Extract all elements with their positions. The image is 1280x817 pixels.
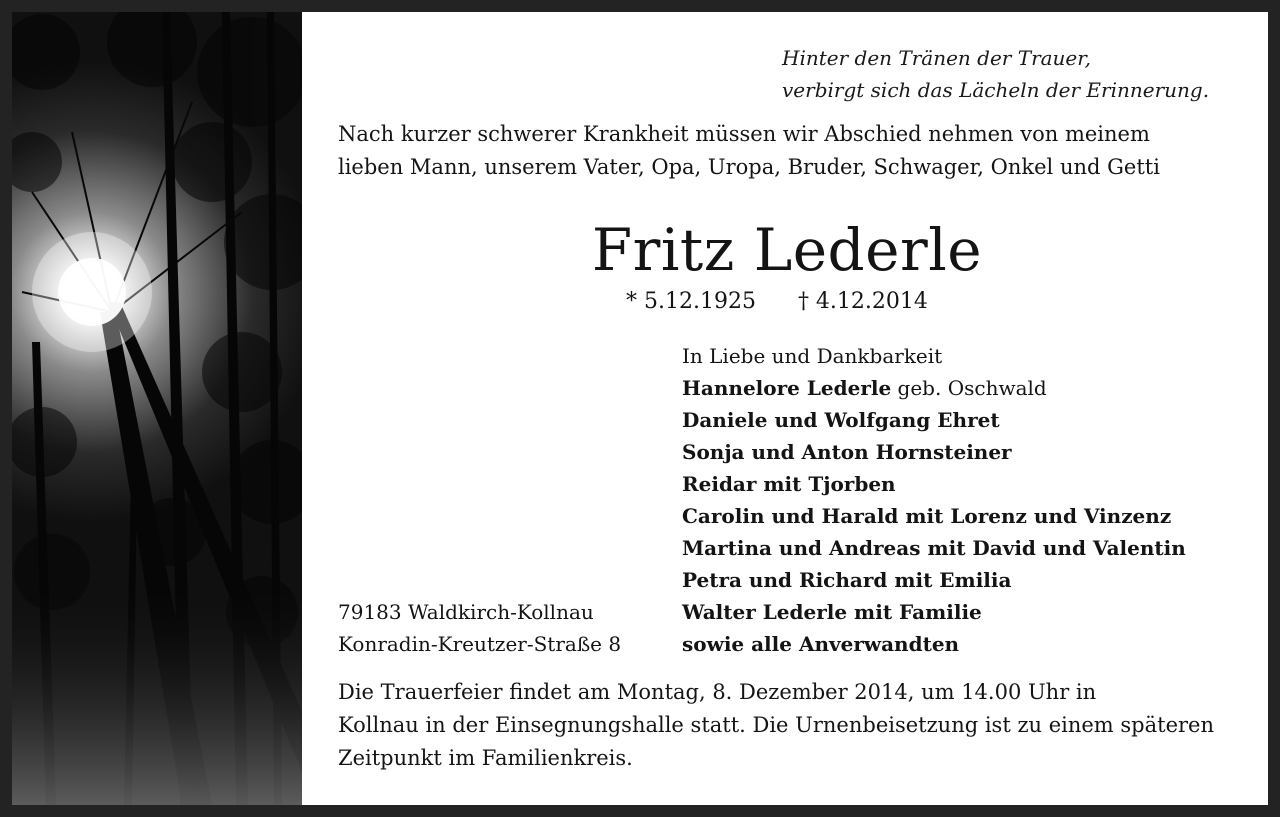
- ceremony-notice: [338, 676, 1236, 775]
- mourner-name: Petra und Richard mit Emilia: [682, 568, 1012, 592]
- mourner-name: Walter Lederle mit Familie: [682, 600, 982, 624]
- mourner-name: Sonja und Anton Hornsteiner: [682, 440, 1012, 464]
- intro-line-2: lieben Mann, unserem Vater, Opa, Uropa, Bruder, Schwager, Onkel und Getti: [338, 155, 1160, 179]
- birth-date: * 5.12.1925: [626, 289, 756, 314]
- mourner-entry: [682, 436, 1186, 468]
- ceremony-line-3: Zeitpunkt im Familienkreis.: [338, 746, 633, 770]
- ceremony-line-1: Die Trauerfeier findet am Montag, 8. Dezember 2014, um 14.00 Uhr in: [338, 680, 1097, 704]
- mourner-entry: [682, 404, 1186, 436]
- mourner-name: Reidar mit Tjorben: [682, 472, 896, 496]
- mourner-wife: [682, 372, 1186, 404]
- mourner-entry: [682, 628, 1186, 660]
- mourner-name: Martina und Andreas mit David und Valentin: [682, 536, 1186, 560]
- motto-line-2: verbirgt sich das Lächeln der Erinnerung.: [782, 78, 1210, 102]
- mourner-entry: [682, 596, 1186, 628]
- mourner-name: Carolin und Harald mit Lorenz und Vinzenz: [682, 504, 1172, 528]
- deceased-name: Fritz Lederle: [591, 216, 983, 284]
- wife-name: Hannelore Lederle: [682, 376, 892, 400]
- mourner-entry: [682, 564, 1186, 596]
- mourner-entry: [682, 500, 1186, 532]
- motto-quote: [782, 42, 1209, 106]
- obituary-content: [338, 12, 1236, 805]
- mourner-name: Daniele und Wolfgang Ehret: [682, 408, 1000, 432]
- address-city: 79183 Waldkirch-Kollnau: [338, 600, 594, 624]
- ceremony-line-2: Kollnau in der Einsegnungshalle statt. Die Urnenbeisetzung ist zu einem späteren: [338, 713, 1214, 737]
- mourner-name: sowie alle Anverwandten: [682, 632, 960, 656]
- wife-maiden-name: geb. Oschwald: [891, 376, 1047, 400]
- family-address: [338, 596, 621, 660]
- intro-line-1: Nach kurzer schwerer Krankheit müssen wir Abschied nehmen von meinem: [338, 122, 1150, 146]
- mourner-entry: [682, 468, 1186, 500]
- address-street: Konradin-Kreutzer-Straße 8: [338, 632, 622, 656]
- mourners-intro: In Liebe und Dankbarkeit: [682, 344, 943, 368]
- mourner-entry: [682, 532, 1186, 564]
- intro-text: [338, 118, 1236, 184]
- death-date: † 4.12.2014: [797, 289, 928, 314]
- motto-line-1: Hinter den Tränen der Trauer,: [782, 46, 1091, 70]
- life-dates: [626, 287, 928, 317]
- forest-sunlight-photo: [12, 12, 302, 805]
- mourners-list: [682, 340, 1186, 660]
